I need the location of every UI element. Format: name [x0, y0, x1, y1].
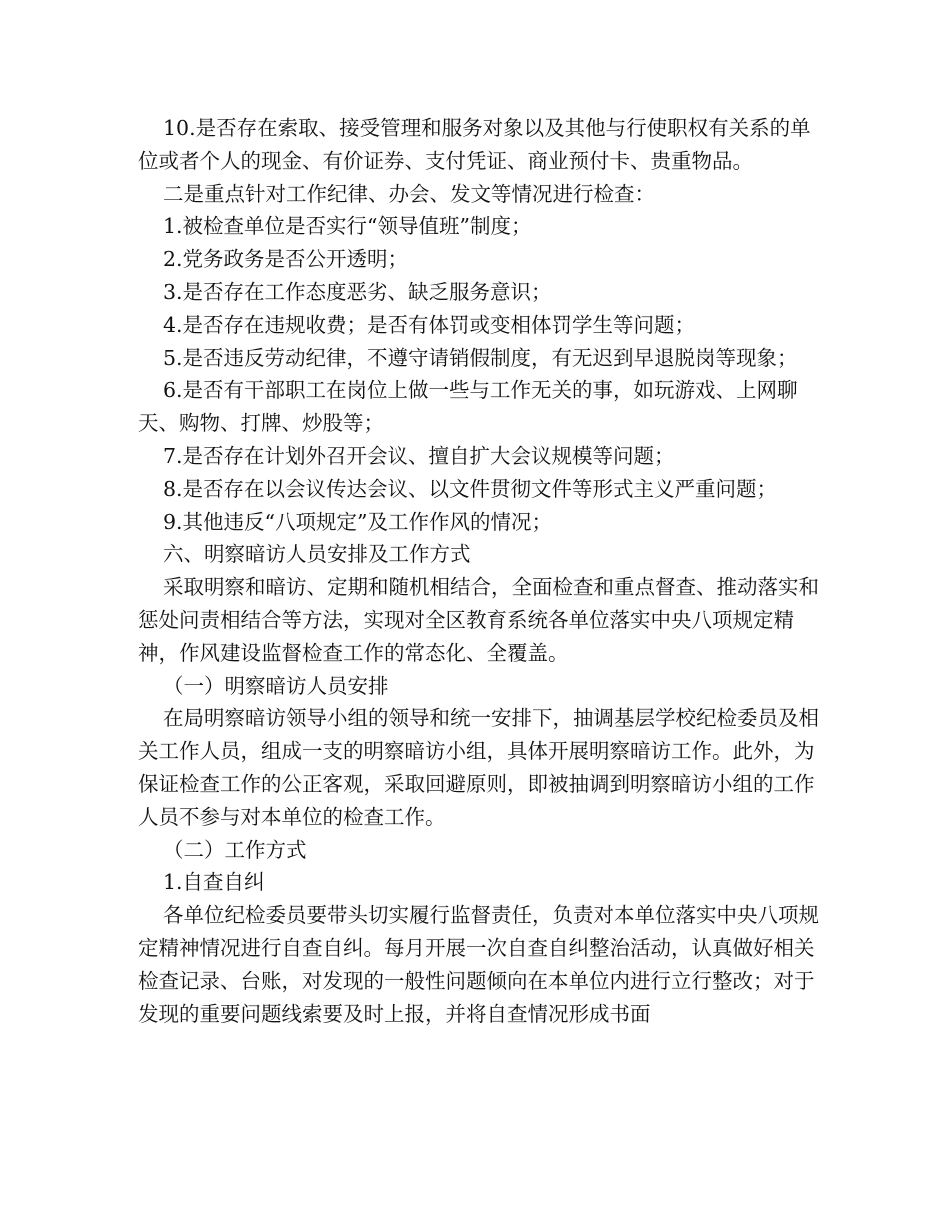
paragraph-item-6: 6.是否有干部职工在岗位上做一些与工作无关的事，如玩游戏、上网聊天、购物、打牌、炒股等；	[138, 378, 798, 436]
paragraph-staffing: 在局明察暗访领导小组的领导和统一安排下，抽调基层学校纪检委员及相关工作人员，组成一支的明察暗访小组，具体开展明察暗访工作。此外，为保证检查工作的公正客观，采取回避原则，即被抽调到明察暗访小组的工作人员不参与对本单位的检查工作。	[138, 706, 819, 829]
paragraph-item-7: 7.是否存在计划外召开会议、擅自扩大会议规模等问题；	[163, 443, 675, 468]
paragraph-self-check: 各单位纪检委员要带头切实履行监督责任，负责对本单位落实中央八项规定精神情况进行自查自纠。每月开展一次自查自纠整治活动，认真做好相关检查记录、台账，对发现的一般性问题倾向在本单位内进行立行整改；对于发现的重要问题线索要及时上报，并将自查情况形成书面	[138, 903, 819, 1026]
paragraph-item-4: 4.是否存在违规收费；是否有体罚或变相体罚学生等问题；	[163, 312, 696, 337]
paragraph-item-5: 5.是否违反劳动纪律，不遵守请销假制度，有无迟到早退脱岗等现象；	[163, 345, 798, 370]
paragraph-item-8: 8.是否存在以会议传达会议、以文件贯彻文件等形式主义严重问题；	[163, 476, 778, 501]
paragraph-item-1: 1.被检查单位是否实行“领导值班”制度；	[163, 214, 532, 239]
paragraph-item-2: 2.党务政务是否公开透明；	[163, 247, 409, 272]
paragraph-methods: 采取明察和暗访、定期和随机相结合，全面检查和重点督查、推动落实和惩处问责相结合等方法，实现对全区教育系统各单位落实中央八项规定精神，作风建设监督检查工作的常态化、全覆盖。	[138, 575, 819, 665]
subheading-work-methods: （二）工作方式	[163, 837, 307, 862]
paragraph-item-9: 9.其他违反“八项规定”及工作作风的情况；	[163, 509, 553, 534]
paragraph-section-two: 二是重点针对工作纪律、办会、发文等情况进行检查：	[163, 181, 655, 206]
section-heading-six: 六、明察暗访人员安排及工作方式	[163, 542, 471, 567]
paragraph-item-3: 3.是否存在工作态度恶劣、缺乏服务意识；	[163, 279, 552, 304]
paragraph-item-10: 10.是否存在索取、接受管理和服务对象以及其他与行使职权有关系的单位或者个人的现金、有价证券、支付凭证、商业预付卡、贵重物品。	[138, 116, 811, 173]
document-body	[138, 112, 828, 1030]
subheading-staffing: （一）明察暗访人员安排	[163, 673, 389, 698]
subheading-self-check: 1.自查自纠	[163, 870, 265, 895]
